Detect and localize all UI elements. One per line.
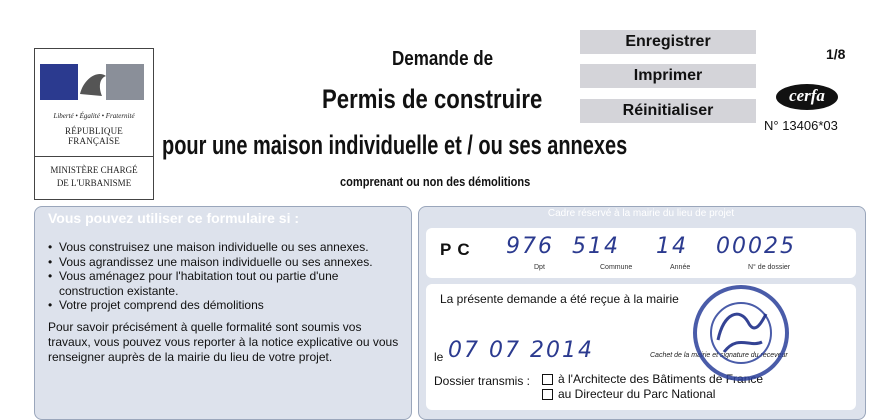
- title-line-2: Permis de construire: [322, 84, 543, 114]
- eligibility-title: Vous pouvez utiliser ce formulaire si :: [48, 210, 300, 226]
- eligibility-note: Pour savoir précisément à quelle formalité sont soumis vos travaux, vous pouvez vous reporter à la notice explicative ou vous renseigner auprès de la mairie du lieu de votre projet.: [48, 320, 399, 364]
- dpt-label: Dpt: [534, 264, 545, 271]
- marianne-logo-icon: [40, 64, 144, 100]
- reset-button[interactable]: Réinitialiser: [580, 99, 756, 123]
- ministry-name: [38, 164, 150, 190]
- mairie-panel-title: Cadre réservé à la mairie du lieu de projet: [547, 208, 735, 219]
- list-item: • Vous construisez une maison individuelle ou ses annexes.: [48, 240, 406, 255]
- pc-label: PC: [440, 240, 476, 259]
- list-item: • Vous agrandissez une maison individuelle ou ses annexes.: [48, 255, 406, 270]
- ministry-line-2: DE L'URBANISME: [56, 178, 132, 188]
- mairie-stamp-icon: [690, 282, 792, 384]
- republic-motto: Liberté • Égalité • Fraternité: [53, 112, 135, 120]
- commune-label: Commune: [600, 264, 633, 271]
- transmis-label: Dossier transmis :: [434, 374, 531, 388]
- page-indicator: 1/8: [826, 46, 846, 62]
- pc-dossier-field[interactable]: 00025: [716, 234, 796, 259]
- register-button[interactable]: Enregistrer: [580, 30, 756, 54]
- abf-checkbox[interactable]: [542, 374, 553, 385]
- logo-divider: [34, 156, 154, 157]
- print-button[interactable]: Imprimer: [580, 64, 756, 88]
- subtitle: comprenant ou non des démolitions: [340, 174, 531, 189]
- list-item: • Votre projet comprend des démolitions: [48, 298, 406, 313]
- parc-national-option-label: au Directeur du Parc National: [558, 387, 716, 401]
- pc-dpt-field[interactable]: 976: [506, 234, 554, 259]
- dossier-label: N° de dossier: [748, 264, 791, 271]
- title-line-3: pour une maison individuelle et / ou ses annexes: [162, 130, 628, 160]
- pc-annee-field[interactable]: 14: [656, 234, 688, 259]
- republic-name: RÉPUBLIQUE FRANÇAISE: [65, 126, 123, 146]
- eligibility-panel: [34, 206, 412, 420]
- title-line-1: Demande de: [392, 48, 494, 70]
- cachet-label: Cachet de la mairie et signature du receveur: [650, 352, 788, 359]
- ministry-line-1: MINISTÈRE CHARGÉ: [50, 165, 138, 175]
- cerfa-number: N° 13406*03: [764, 118, 838, 133]
- abf-option-label: à l'Architecte des Bâtiments de France: [558, 372, 764, 386]
- cerfa-logo-text: cerfa: [789, 86, 825, 105]
- parc-national-checkbox[interactable]: [542, 389, 553, 400]
- annee-label: Année: [670, 264, 691, 271]
- list-item: • Vous aménagez pour l'habitation tout ou partie d'une construction existante.: [48, 269, 406, 298]
- reception-date-field[interactable]: 07 07 2014: [448, 338, 594, 363]
- reception-text: La présente demande a été reçue à la mairie: [440, 292, 679, 306]
- date-prefix-label: le: [434, 350, 444, 364]
- eligibility-list: [48, 240, 406, 313]
- pc-commune-field[interactable]: 514: [572, 234, 620, 259]
